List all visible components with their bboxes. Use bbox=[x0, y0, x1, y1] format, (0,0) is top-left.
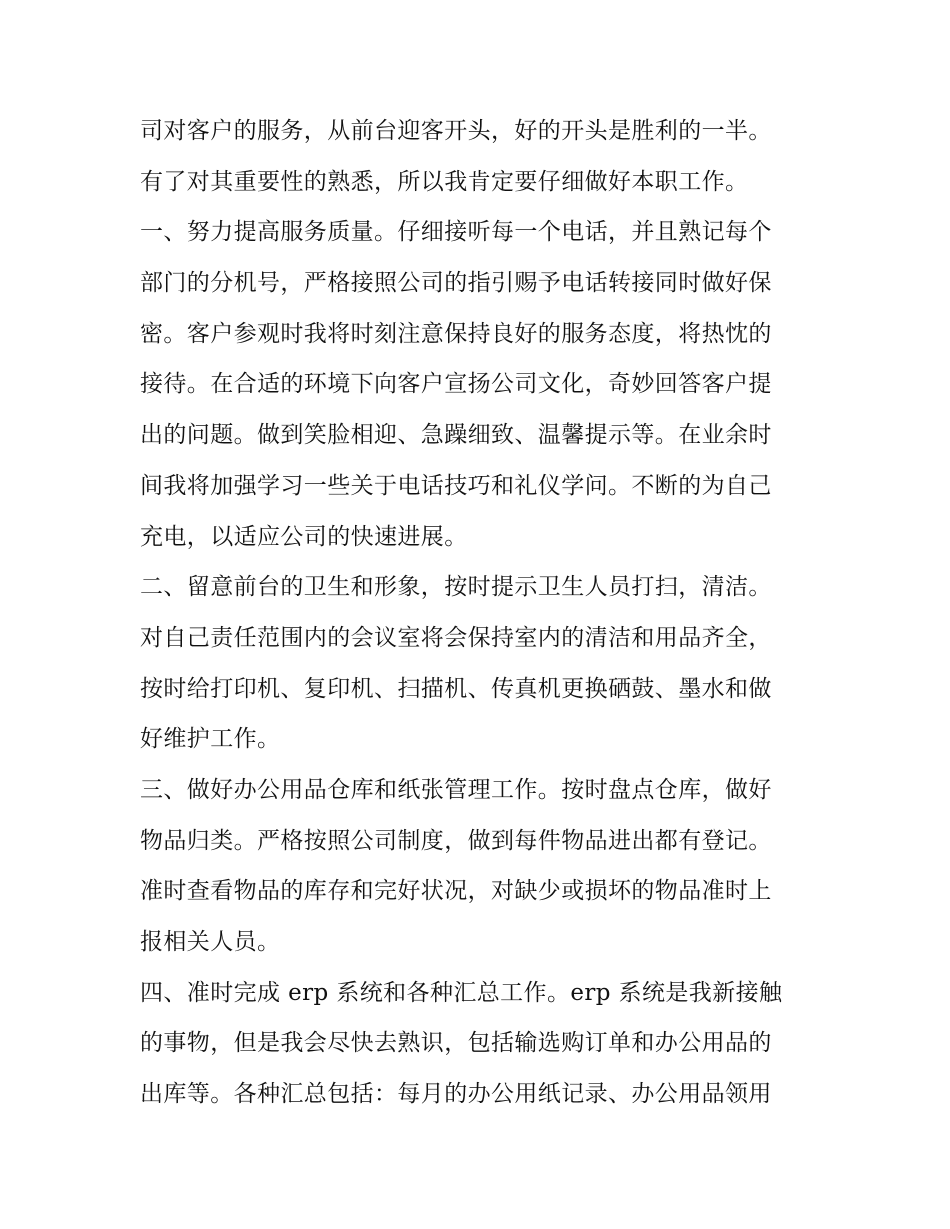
text-line: 部门的分机号，严格接照公司的指引赐予电话转接同时做好保 bbox=[140, 270, 772, 297]
text-line: 二、留意前台的卫生和形象，按时提示卫生人员打扫，清洁。 bbox=[140, 574, 772, 601]
text-line: 有了对其重要性的熟悉，所以我肯定要仔细做好本职工作。 bbox=[140, 168, 749, 195]
document-body bbox=[140, 106, 820, 1120]
text-line: 对自己责任范围内的会议室将会保持室内的清洁和用品齐全， bbox=[140, 624, 772, 651]
text-line: 物品归类。严格按照公司制度，做到每件物品进出都有登记。 bbox=[140, 827, 772, 854]
text-line: 一、努力提高服务质量。仔细接听每一个电话，并且熟记每个 bbox=[140, 219, 772, 246]
text-line: 按时给打印机、复印机、扫描机、传真机更换硒鼓、墨水和做 bbox=[140, 675, 772, 702]
text-line: 四、准时完成 erp 系统和各种汇总工作。erp 系统是我新接触 bbox=[140, 979, 783, 1006]
text-line: 出的问题。做到笑脸相迎、急躁细致、温馨提示等。在业余时 bbox=[140, 422, 772, 449]
text-line: 充电，以适应公司的快速进展。 bbox=[140, 523, 468, 550]
text-line: 出库等。各种汇总包括：每月的办公用纸记录、办公用品领用 bbox=[140, 1081, 772, 1108]
text-line: 的事物，但是我会尽快去熟识，包括输选购订单和办公用品的 bbox=[140, 1030, 772, 1057]
text-line: 间我将加强学习一些关于电话技巧和礼仪学问。不断的为自己 bbox=[140, 472, 772, 499]
text-line: 密。客户参观时我将时刻注意保持良好的服务态度，将热忱的 bbox=[140, 320, 772, 347]
text-line: 报相关人员。 bbox=[140, 929, 281, 955]
text-line: 司对客户的服务，从前台迎客开头，好的开头是胜利的一半。 bbox=[140, 118, 772, 144]
text-line: 接待。在合适的环境下向客户宣扬公司文化，奇妙回答客户提 bbox=[140, 371, 772, 398]
text-line: 三、做好办公用品仓库和纸张管理工作。按时盘点仓库，做好 bbox=[140, 776, 772, 803]
text-line: 好维护工作。 bbox=[140, 726, 281, 753]
text-line: 准时查看物品的库存和完好状况，对缺少或损坏的物品准时上 bbox=[140, 878, 772, 905]
